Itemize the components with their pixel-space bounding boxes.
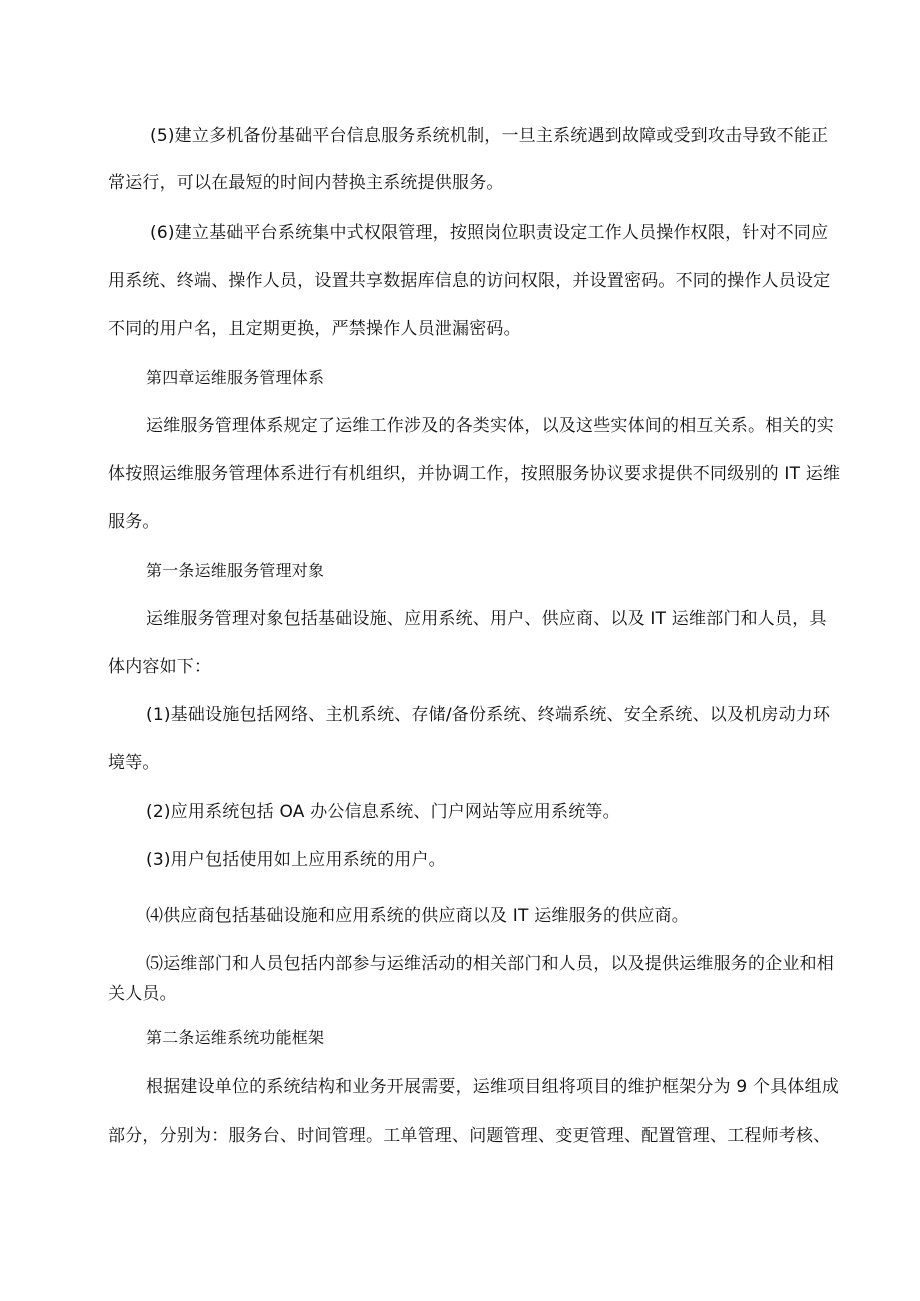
article-2-intro-line-2: 部分，分别为：服务台、时间管理。工单管理、问题管理、变更管理、配置管理、工程师考核、	[108, 1126, 831, 1146]
item-5-line-1: (5)建立多机备份基础平台信息服务系统机制，一旦主系统遇到故障或受到攻击导致不能正	[150, 126, 829, 146]
article-1-heading: 第一条运维服务管理对象	[146, 561, 325, 580]
item-6-line-3: 不同的用户名，且定期更换，严禁操作人员泄漏密码。	[108, 319, 521, 339]
item-5-line-2: 常运行，可以在最短的时间内替换主系统提供服务。	[108, 173, 504, 193]
chapter-4-intro-line-3: 服务。	[108, 512, 160, 532]
chapter-4-intro-line-1: 运维服务管理体系规定了运维工作涉及的各类实体，以及这些实体间的相互关系。相关的实	[146, 416, 834, 436]
object-1-line-1: (1)基础设施包括网络、主机系统、存储/备份系统、终端系统、安全系统、以及机房动力环	[146, 705, 831, 725]
object-2-line: (2)应用系统包括 OA 办公信息系统、门户网站等应用系统等。	[146, 802, 620, 822]
item-6-line-1: (6)建立基础平台系统集中式权限管理，按照岗位职责设定工作人员操作权限，针对不同应	[150, 223, 829, 243]
object-3-line: (3)用户包括使用如上应用系统的用户。	[146, 850, 446, 870]
article-1-intro-line-1: 运维服务管理对象包括基础设施、应用系统、用户、供应商、以及 IT 运维部门和人员，具	[146, 609, 827, 629]
item-6-line-2: 用系统、终端、操作人员，设置共享数据库信息的访问权限，并设置密码。不同的操作人员设定	[108, 271, 831, 291]
article-1-intro-line-2: 体内容如下：	[108, 657, 212, 677]
object-4-line: ⑷供应商包括基础设施和应用系统的供应商以及 IT 运维服务的供应商。	[146, 906, 690, 926]
object-1-line-2: 境等。	[108, 753, 160, 773]
article-2-intro-line-1: 根据建设单位的系统结构和业务开展需要，运维项目组将项目的维护框架分为 9 个具体组成	[146, 1077, 840, 1097]
object-5-line-2: 关人员。	[108, 984, 177, 1004]
article-2-heading: 第二条运维系统功能框架	[146, 1028, 325, 1047]
chapter-4-heading: 第四章运维服务管理体系	[146, 368, 325, 387]
object-5-line-1: ⑸运维部门和人员包括内部参与运维活动的相关部门和人员，以及提供运维服务的企业和相	[146, 954, 834, 974]
chapter-4-intro-line-2: 体按照运维服务管理体系进行有机组织，并协调工作，按照服务协议要求提供不同级别的 IT 运维	[108, 464, 841, 484]
